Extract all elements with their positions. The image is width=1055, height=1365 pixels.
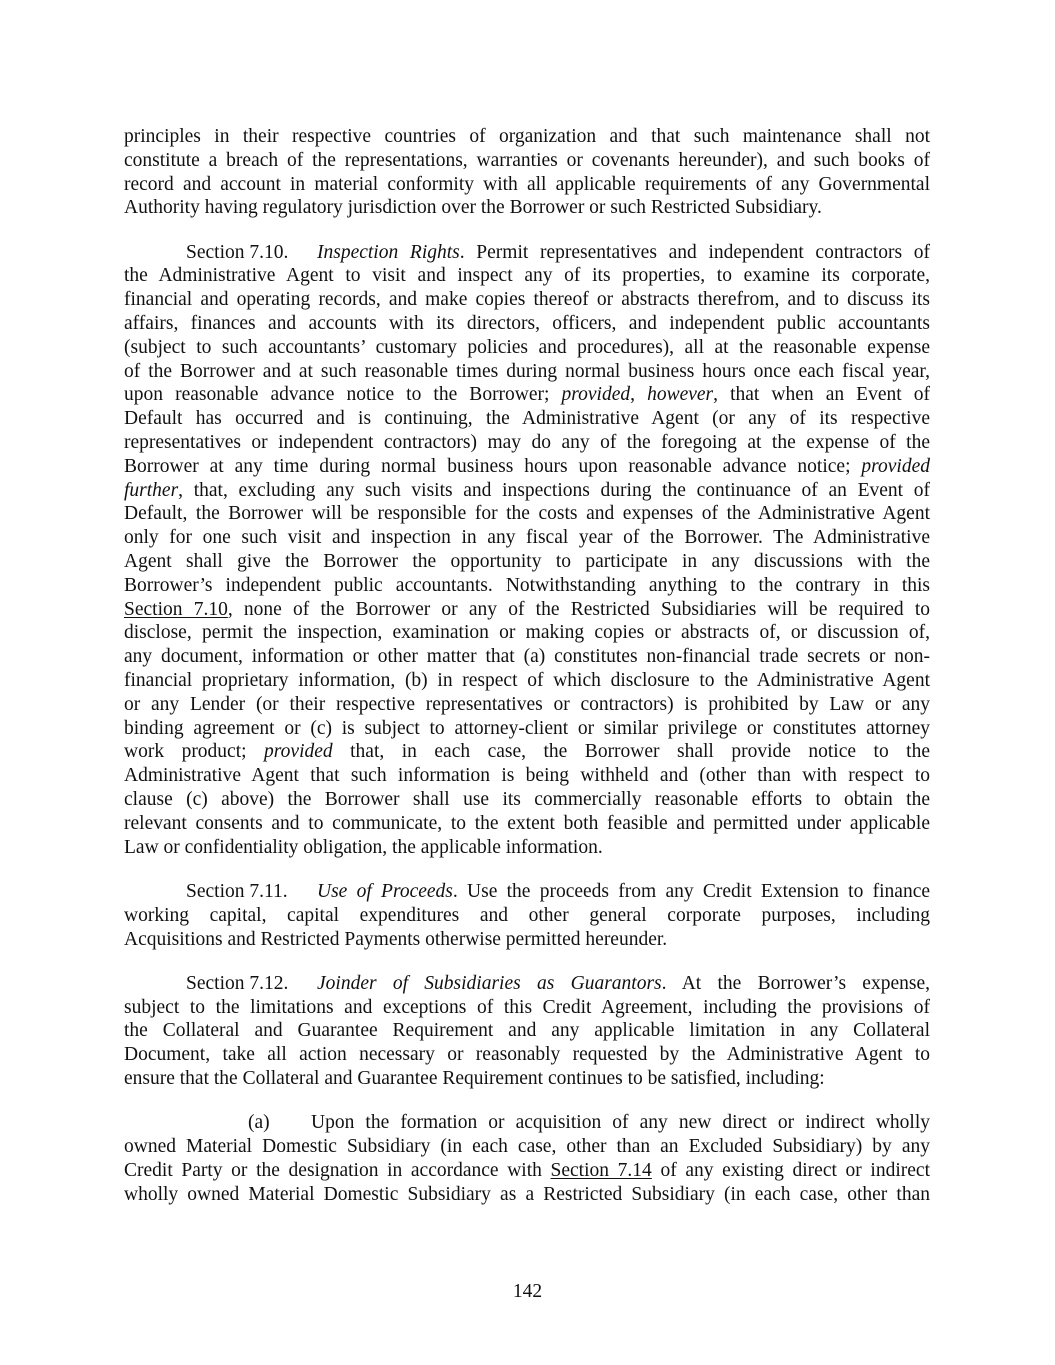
text-run: . At the Borrower’s expense, [661,972,930,994]
text-run: Upon the formation or acquisition of any new direct or indirect wholly [311,1112,930,1134]
italic-text: provided [861,455,930,477]
text-run: affairs, finances and accounts with its directors, officers, and independent public accountants [124,313,930,335]
text-run: Acquisitions and Restricted Payments otherwise permitted hereunder. [124,928,668,950]
text-line [124,812,930,836]
text-run: , [630,384,648,406]
text-run: that, in each case, the Borrower shall provide notice to the [332,741,931,763]
paragraph [124,1111,930,1206]
text-line [124,125,930,149]
paragraph [124,241,930,860]
text-line [124,360,930,384]
section-number: Section 7.11. [186,880,288,902]
text-line [124,972,930,996]
text-run: Borrower’s independent public accountants. Notwithstanding anything to the contrary in this [124,574,930,596]
text-run: binding agreement or (c) is subject to attorney-client or similar privilege or constitutes attorney [124,717,930,739]
text-line [124,740,930,764]
text-run: record and account in material conformity with all applicable requirements of any Governmental [124,173,930,195]
paragraph [124,880,930,951]
text-run: subject to the limitations and exceptions of this Credit Agreement, including the provisions of [124,996,930,1018]
text-run: Agent shall give the Borrower the opportunity to participate in any discussions with the [124,551,930,573]
text-line [124,1111,930,1135]
page-number: 142 [512,1281,543,1302]
text-line [124,928,930,952]
text-run: any document, information or other matter that (a) constitutes non-financial trade secrets or non- [124,646,930,668]
text-line [124,645,930,669]
text-line [124,996,930,1020]
text-run: , none of the Borrower or any of the Restricted Subsidiaries will be required to [227,598,930,620]
text-line [124,669,930,693]
text-line [124,196,930,220]
text-line [124,479,930,503]
text-line [124,288,930,312]
text-run: or any Lender (or their respective representatives or contractors) is prohibited by Law or any [124,693,930,715]
text-run: , that, excluding any such visits and inspections during the continuance of an Event of [178,479,930,501]
text-line [124,621,930,645]
text-run: principles in their respective countries of organization and that such maintenance shall not [124,126,930,147]
section-number: Section 7.10. [186,241,289,263]
text-run: work product; [124,741,265,763]
clause-label: (a) [248,1112,270,1134]
text-line [124,149,930,173]
italic-text: further [124,479,179,501]
text-run: working capital, capital expenditures and other general corporate purposes, including [124,904,930,926]
text-run: , that when an Event of [713,384,930,406]
paragraph [124,972,930,1091]
italic-text: however [647,384,714,406]
text-line [124,1135,930,1159]
text-line [124,264,930,288]
text-line [124,836,930,860]
section-number: Section 7.12. [186,972,289,994]
text-line [124,1043,930,1067]
text-run: . Use the proceeds from any Credit Extension to finance [452,880,930,902]
text-run: financial proprietary information, (b) in respect of which disclosure to the Administrative Agent [124,670,930,692]
text-line [124,764,930,788]
text-run: Law or confidentiality obligation, the applicable information. [124,836,603,858]
text-line [124,550,930,574]
text-run: of any existing direct or indirect [651,1159,930,1181]
text-run: ensure that the Collateral and Guarantee Requirement continues to be satisfied, including: [124,1067,825,1089]
text-run: Credit Party or the designation in accordance with [124,1159,551,1181]
paragraph [124,125,930,220]
text-run: owned Material Domestic Subsidiary (in each case, other than an Excluded Subsidiary) by any [124,1136,930,1158]
text-run: Default has occurred and is continuing, the Administrative Agent (or any of its respective [124,408,930,430]
text-run: Document, take all action necessary or reasonably requested by the Administrative Agent to [124,1044,930,1066]
italic-text: Use of Proceeds [317,880,453,902]
text-line [124,1183,930,1207]
text-line [124,1067,930,1091]
text-run: Authority having regulatory jurisdiction over the Borrower or such Restricted Subsidiary. [124,197,822,219]
italic-text: provided [264,741,333,763]
section-cross-reference-link[interactable]: Section 7.10 [124,598,228,620]
text-line [124,431,930,455]
text-line [124,173,930,197]
text-line [124,383,930,407]
italic-text: provided [561,384,631,406]
text-line [124,1019,930,1043]
text-run: the Administrative Agent to visit and inspect any of its properties, to examine its corporate, [124,265,930,287]
text-run: Default, the Borrower will be responsible for the costs and expenses of the Administrative Agent [124,503,930,525]
text-run: clause (c) above) the Borrower shall use its commercially reasonable efforts to obtain the [124,789,930,811]
text-line [124,693,930,717]
text-run: the Collateral and Guarantee Requirement and any applicable limitation in any Collateral [124,1020,930,1042]
italic-text: Inspection Rights [317,241,460,263]
text-run: wholly owned Material Domestic Subsidiary as a Restricted Subsidiary (in each case, other than [124,1183,930,1205]
text-run: (subject to such accountants’ customary policies and procedures), all at the reasonable expense [124,336,930,358]
text-line [124,788,930,812]
text-run: financial and operating records, and make copies thereof or abstracts therefrom, and to discuss its [124,289,930,311]
text-run: Administrative Agent that such information is being withheld and (other than with respect to [124,765,930,787]
text-run: Borrower at any time during normal business hours upon reasonable advance notice; [124,455,862,477]
text-run: relevant consents and to communicate, to the extent both feasible and permitted under applicable [124,812,930,834]
text-line [124,526,930,550]
section-cross-reference-link[interactable]: Section 7.14 [550,1159,652,1181]
text-run: only for one such visit and inspection in any fiscal year of the Borrower. The Administrative [124,527,930,549]
text-line [124,1159,930,1183]
text-run: representatives or independent contractors) may do any of the foregoing at the expense of the [124,432,930,454]
text-run: of the Borrower and at such reasonable times during normal business hours once each fiscal year, [124,360,930,382]
text-line [124,407,930,431]
text-run: . Permit representatives and independent contractors of [459,241,930,263]
text-line [124,904,930,928]
text-line [124,312,930,336]
text-line [124,717,930,741]
text-run: disclose, permit the inspection, examination or making copies or abstracts of, or discussion of, [124,622,930,644]
text-run: constitute a breach of the representations, warranties or covenants hereunder), and such books of [124,149,930,171]
italic-text: Joinder of Subsidiaries as Guarantors [317,972,662,994]
text-line [124,502,930,526]
text-line [124,574,930,598]
text-run: upon reasonable advance notice to the Borrower; [124,384,562,406]
text-line [124,598,930,622]
text-line [124,455,930,479]
text-line [124,241,930,265]
text-line [124,336,930,360]
document-body [124,125,930,1227]
text-line [124,880,930,904]
